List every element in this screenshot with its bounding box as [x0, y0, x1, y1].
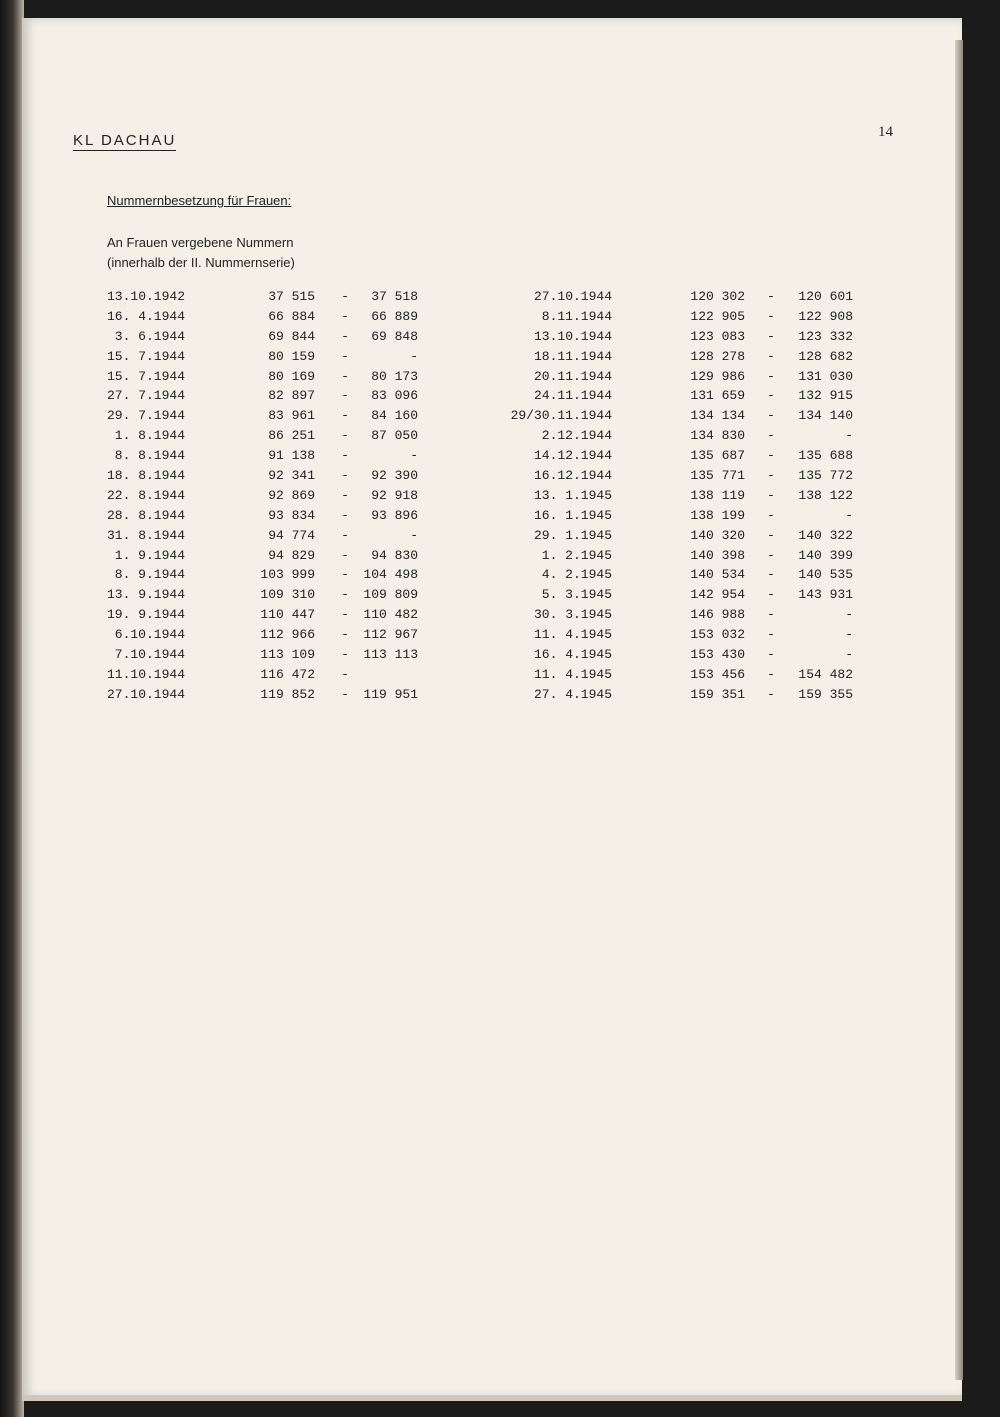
table-row: [500, 329, 860, 349]
table-row: [90, 567, 450, 587]
cell-to: 135 772: [798, 468, 853, 484]
cell-dash: -: [341, 468, 349, 484]
cell-from: 153 430: [690, 647, 745, 663]
numbers-table-right: [500, 289, 860, 707]
cell-date: 13. 9.1944: [106, 587, 185, 603]
cell-to: -: [845, 607, 853, 623]
cell-to: 94 830: [371, 547, 418, 563]
cell-dash: -: [767, 428, 775, 444]
cell-from: 93 834: [268, 507, 315, 523]
cell-date: 8. 9.1944: [114, 567, 185, 583]
cell-to: 69 848: [371, 328, 418, 344]
cell-from: 128 278: [690, 348, 745, 364]
table-row: [500, 607, 860, 627]
cell-from: 119 852: [260, 686, 315, 702]
cell-from: 112 966: [260, 627, 315, 643]
cell-from: 140 320: [690, 527, 745, 543]
table-row: [500, 647, 860, 667]
cell-date: 11. 4.1945: [533, 627, 612, 643]
cell-to: 119 951: [363, 686, 418, 702]
cell-date: 4. 2.1945: [541, 567, 612, 583]
table-row: [500, 428, 860, 448]
table-row: [500, 567, 860, 587]
cell-dash: -: [341, 289, 349, 304]
cell-from: 110 447: [260, 607, 315, 623]
cell-to: -: [845, 647, 853, 663]
cell-from: 120 302: [690, 289, 745, 304]
cell-date: 1. 8.1944: [114, 428, 185, 444]
cell-from: 140 398: [690, 547, 745, 563]
cell-from: 80 169: [268, 368, 315, 384]
intro-line-1: An Frauen vergebene Nummern: [107, 235, 294, 250]
cell-to: 122 908: [798, 308, 853, 324]
cell-to: 140 322: [798, 527, 853, 543]
cell-from: 153 032: [690, 627, 745, 643]
cell-to: 83 096: [371, 388, 418, 404]
cell-to: 134 140: [798, 408, 853, 424]
cell-date: 1. 2.1945: [541, 547, 612, 563]
cell-date: 8.11.1944: [541, 308, 612, 324]
cell-date: 16. 4.1944: [106, 308, 185, 324]
cell-to: 159 355: [798, 686, 853, 702]
cell-from: 153 456: [690, 666, 745, 682]
cell-from: 135 687: [690, 448, 745, 464]
cell-to: 123 332: [798, 328, 853, 344]
cell-from: 86 251: [268, 428, 315, 444]
cell-dash: -: [767, 468, 775, 484]
cell-from: 109 310: [260, 587, 315, 603]
cell-from: 103 999: [260, 567, 315, 583]
table-row: [90, 369, 450, 389]
table-row: [90, 647, 450, 667]
cell-date: 6.10.1944: [114, 627, 185, 643]
cell-dash: -: [341, 547, 349, 563]
cell-dash: -: [767, 567, 775, 583]
cell-dash: -: [341, 587, 349, 603]
table-row: [500, 508, 860, 528]
cell-date: 1. 9.1944: [114, 547, 185, 563]
cell-date: 5. 3.1945: [541, 587, 612, 603]
cell-date: 29. 7.1944: [106, 408, 185, 424]
table-row: [90, 607, 450, 627]
cell-to: -: [410, 527, 418, 543]
cell-to: 104 498: [363, 567, 418, 583]
table-row: [90, 468, 450, 488]
cell-dash: -: [341, 428, 349, 444]
cell-from: 140 534: [690, 567, 745, 583]
cell-dash: -: [767, 408, 775, 424]
cell-to: 66 889: [371, 308, 418, 324]
cell-date: 19. 9.1944: [106, 607, 185, 623]
table-row: [90, 488, 450, 508]
cell-to: 138 122: [798, 487, 853, 503]
table-row: [500, 448, 860, 468]
cell-to: 120 601: [798, 289, 853, 304]
cell-to: 143 931: [798, 587, 853, 603]
table-row: [90, 408, 450, 428]
cell-to: 92 918: [371, 487, 418, 503]
table-row: [500, 627, 860, 647]
cell-to: -: [845, 627, 853, 643]
table-row: [90, 388, 450, 408]
cell-to: -: [410, 348, 418, 364]
cell-from: 142 954: [690, 587, 745, 603]
cell-to: 112 967: [363, 627, 418, 643]
table-row: [500, 587, 860, 607]
table-row: [90, 687, 450, 707]
cell-dash: -: [341, 348, 349, 364]
cell-date: 7.10.1944: [114, 647, 185, 663]
cell-dash: -: [767, 448, 775, 464]
cell-to: 135 688: [798, 448, 853, 464]
cell-to: 131 030: [798, 368, 853, 384]
table-row: [90, 428, 450, 448]
cell-date: 11. 4.1945: [533, 666, 612, 682]
cell-from: 91 138: [268, 448, 315, 464]
intro-line-2: (innerhalb der II. Nummernserie): [107, 255, 295, 270]
cell-dash: -: [341, 368, 349, 384]
cell-from: 113 109: [260, 647, 315, 663]
cell-to: 154 482: [798, 666, 853, 682]
cell-to: 80 173: [371, 368, 418, 384]
book-spine-shadow: [0, 0, 24, 1417]
cell-dash: -: [341, 487, 349, 503]
table-row: [90, 309, 450, 329]
cell-dash: -: [341, 408, 349, 424]
cell-to: 84 160: [371, 408, 418, 424]
cell-to: 132 915: [798, 388, 853, 404]
cell-from: 135 771: [690, 468, 745, 484]
cell-dash: -: [767, 607, 775, 623]
table-row: [500, 388, 860, 408]
cell-dash: -: [341, 448, 349, 464]
cell-from: 94 829: [268, 547, 315, 563]
table-row: [500, 667, 860, 687]
cell-from: 131 659: [690, 388, 745, 404]
cell-date: 27. 4.1945: [533, 686, 612, 702]
cell-dash: -: [767, 666, 775, 682]
cell-date: 22. 8.1944: [106, 487, 185, 503]
cell-dash: -: [341, 647, 349, 663]
cell-dash: -: [767, 587, 775, 603]
cell-to: 92 390: [371, 468, 418, 484]
cell-date: 30. 3.1945: [533, 607, 612, 623]
cell-date: 29/30.11.1944: [510, 408, 612, 424]
section-heading: Nummernbesetzung für Frauen:: [107, 193, 292, 208]
cell-dash: -: [341, 607, 349, 623]
cell-date: 18. 8.1944: [106, 468, 185, 484]
table-row: [90, 289, 450, 309]
cell-dash: -: [767, 686, 775, 702]
numbers-table-left: [90, 289, 450, 707]
table-row: [90, 548, 450, 568]
cell-dash: -: [767, 527, 775, 543]
cell-from: 94 774: [268, 527, 315, 543]
cell-to: 128 682: [798, 348, 853, 364]
cell-date: 28. 8.1944: [106, 507, 185, 523]
cell-date: 13.10.1944: [533, 328, 612, 344]
table-row: [500, 309, 860, 329]
cell-dash: -: [341, 686, 349, 702]
cell-date: 3. 6.1944: [114, 328, 185, 344]
cell-date: 16. 1.1945: [533, 507, 612, 523]
cell-date: 15. 7.1944: [106, 348, 185, 364]
document-page: [22, 18, 962, 1398]
table-row: [90, 627, 450, 647]
cell-to: 87 050: [371, 428, 418, 444]
table-row: [90, 667, 450, 687]
cell-to: -: [845, 507, 853, 523]
cell-dash: -: [341, 527, 349, 543]
cell-from: 146 988: [690, 607, 745, 623]
page-bottom-edge: [22, 1395, 962, 1401]
cell-to: 113 113: [363, 647, 418, 663]
cell-date: 18.11.1944: [533, 348, 612, 364]
cell-date: 8. 8.1944: [114, 448, 185, 464]
table-row: [500, 488, 860, 508]
cell-date: 11.10.1944: [106, 666, 185, 682]
table-row: [90, 349, 450, 369]
table-row: [90, 329, 450, 349]
page-edge: [955, 40, 963, 1380]
cell-dash: -: [767, 647, 775, 663]
cell-dash: -: [767, 348, 775, 364]
cell-dash: -: [341, 507, 349, 523]
cell-from: 66 884: [268, 308, 315, 324]
page-number: 14: [878, 124, 893, 140]
cell-from: 122 905: [690, 308, 745, 324]
cell-dash: -: [767, 388, 775, 404]
cell-dash: -: [767, 289, 775, 304]
cell-dash: -: [341, 308, 349, 324]
cell-from: 83 961: [268, 408, 315, 424]
cell-date: 29. 1.1945: [533, 527, 612, 543]
cell-dash: -: [767, 487, 775, 503]
cell-dash: -: [341, 328, 349, 344]
cell-from: 134 830: [690, 428, 745, 444]
table-row: [90, 528, 450, 548]
table-row: [500, 528, 860, 548]
cell-from: 37 515: [268, 289, 315, 304]
cell-from: 80 159: [268, 348, 315, 364]
cell-to: 93 896: [371, 507, 418, 523]
cell-dash: -: [767, 627, 775, 643]
cell-from: 92 869: [268, 487, 315, 503]
cell-date: 13.10.1942: [106, 289, 185, 304]
cell-date: 14.12.1944: [533, 448, 612, 464]
cell-dash: -: [341, 666, 349, 682]
table-row: [500, 408, 860, 428]
cell-to: -: [410, 448, 418, 464]
cell-from: 138 119: [690, 487, 745, 503]
cell-from: 134 134: [690, 408, 745, 424]
cell-from: 159 351: [690, 686, 745, 702]
cell-dash: -: [767, 308, 775, 324]
cell-dash: -: [767, 328, 775, 344]
cell-from: 82 897: [268, 388, 315, 404]
table-row: [500, 349, 860, 369]
cell-from: 129 986: [690, 368, 745, 384]
cell-dash: -: [341, 567, 349, 583]
cell-date: 24.11.1944: [533, 388, 612, 404]
cell-to: 140 399: [798, 547, 853, 563]
cell-date: 27. 7.1944: [106, 388, 185, 404]
cell-dash: -: [767, 547, 775, 563]
table-row: [500, 468, 860, 488]
cell-date: 20.11.1944: [533, 368, 612, 384]
cell-dash: -: [767, 368, 775, 384]
cell-date: 31. 8.1944: [106, 527, 185, 543]
cell-dash: -: [767, 507, 775, 523]
table-row: [90, 508, 450, 528]
cell-date: 16. 4.1945: [533, 647, 612, 663]
cell-to: 110 482: [363, 607, 418, 623]
cell-to: 37 518: [371, 289, 418, 304]
table-row: [90, 587, 450, 607]
cell-date: 27.10.1944: [533, 289, 612, 304]
cell-to: 109 809: [363, 587, 418, 603]
cell-from: 69 844: [268, 328, 315, 344]
table-row: [500, 548, 860, 568]
cell-date: 16.12.1944: [533, 468, 612, 484]
table-row: [500, 687, 860, 707]
cell-date: 27.10.1944: [106, 686, 185, 702]
document-header-title: KL DACHAU: [73, 132, 177, 149]
cell-dash: -: [341, 627, 349, 643]
table-row: [90, 448, 450, 468]
cell-from: 123 083: [690, 328, 745, 344]
cell-from: 138 199: [690, 507, 745, 523]
cell-from: 92 341: [268, 468, 315, 484]
cell-dash: -: [341, 388, 349, 404]
cell-date: 15. 7.1944: [106, 368, 185, 384]
table-row: [500, 289, 860, 309]
cell-date: 13. 1.1945: [533, 487, 612, 503]
cell-to: -: [845, 428, 853, 444]
cell-to: 140 535: [798, 567, 853, 583]
table-row: [500, 369, 860, 389]
cell-from: 116 472: [260, 666, 315, 682]
cell-date: 2.12.1944: [541, 428, 612, 444]
